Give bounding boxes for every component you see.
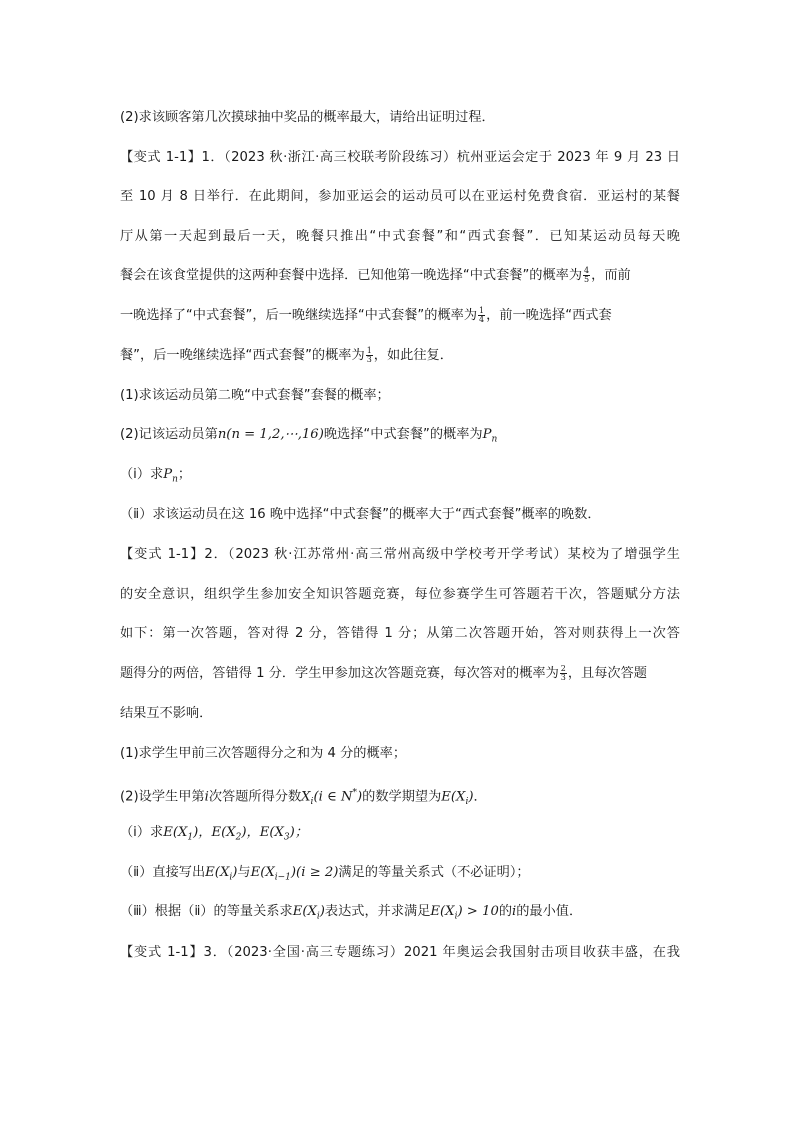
paragraph-line bbox=[120, 186, 680, 208]
text: 如下：第一次答题，答对得 2 分，答错得 1 分；从第二次答题开始，答对则获得上一次答 bbox=[120, 626, 680, 641]
math-variable: P bbox=[482, 427, 492, 442]
math-variable: X bbox=[301, 789, 311, 805]
numerator: 1 bbox=[366, 345, 372, 355]
text: (1)求该运动员第二晚“中式套餐”套餐的概率； bbox=[120, 388, 390, 403]
text: 一晚选择了“中式套餐”，后一晚继续选择“中式套餐”的概率为 bbox=[120, 308, 478, 323]
math-expression: (i ∈ N bbox=[313, 789, 353, 805]
question-part-1 bbox=[120, 385, 680, 407]
numerator: 4 bbox=[584, 265, 590, 275]
math-expression: )，E(X bbox=[241, 825, 284, 840]
text: 的数学期望为 bbox=[362, 789, 442, 805]
text: ，而前 bbox=[591, 268, 631, 283]
math-subscript: 2 bbox=[235, 832, 242, 843]
text: （ⅱ）求该运动员在这 16 晚中选择“中式套餐”的概率大于“西式套餐”概率的晚数． bbox=[120, 507, 601, 522]
math-subscript: i bbox=[465, 797, 469, 808]
text: 晚选择“中式套餐”的概率为 bbox=[323, 427, 483, 442]
text: 【变式 1-1】3．（2023·全国·高三专题练习）2021 年奥运会我国射击项目收获丰盛，在我 bbox=[120, 945, 680, 960]
denominator: 4 bbox=[479, 314, 485, 324]
math-variable: i bbox=[204, 789, 209, 805]
math-expression: )，E(X bbox=[193, 825, 236, 840]
math-expression: ) > 10 bbox=[457, 904, 499, 919]
text: 的最小值． bbox=[516, 904, 583, 919]
text: ． bbox=[473, 789, 487, 805]
text: 题得分的两倍，答错得 1 分．学生甲参加这次答题竞赛，每次答对的概率为 bbox=[120, 666, 559, 681]
math-subscript: i bbox=[229, 872, 233, 883]
text: （ⅰ）求 bbox=[120, 467, 164, 482]
text: 次答题所得分数 bbox=[208, 789, 302, 805]
math-expression: ) bbox=[232, 865, 238, 880]
text: （ⅱ）直接写出 bbox=[120, 865, 206, 880]
question-part-2 bbox=[120, 107, 680, 129]
math-subscript: n bbox=[172, 474, 178, 485]
variant-1-header bbox=[120, 147, 680, 169]
paragraph-line bbox=[120, 663, 680, 685]
math-subscript: 1 bbox=[187, 832, 194, 843]
question-part-2 bbox=[120, 424, 680, 451]
paragraph-line bbox=[120, 584, 680, 606]
numerator: 2 bbox=[560, 663, 566, 673]
math-expression: )(i ≥ 2) bbox=[290, 865, 339, 880]
text: （ⅰ）求 bbox=[120, 825, 164, 840]
math-expression: E(X bbox=[250, 865, 275, 880]
math-superscript: * bbox=[352, 788, 357, 798]
math-variable: i bbox=[512, 904, 517, 919]
paragraph-line bbox=[120, 305, 680, 327]
question-part-1 bbox=[120, 743, 680, 765]
math-expression: E(X bbox=[441, 789, 466, 805]
text: 【变式 1-1】1．（2023 秋·浙江·高三校联考阶段练习）杭州亚运会定于 2023 年 9 月 23 日 bbox=[120, 150, 680, 165]
math-subscript: i bbox=[316, 911, 320, 922]
math-expression: E(X bbox=[430, 904, 455, 919]
text: (1)求学生甲前三次答题得分之和为 4 分的概率； bbox=[120, 746, 407, 761]
math-subscript: i bbox=[310, 797, 314, 808]
question-part-2 bbox=[120, 782, 680, 813]
fraction-one-quarter bbox=[478, 307, 485, 324]
denominator: 5 bbox=[584, 274, 590, 284]
math-subscript: n bbox=[491, 434, 498, 445]
math-subscript: i−1 bbox=[274, 872, 291, 883]
math-expression: n(n = 1,2,⋯,16) bbox=[217, 427, 324, 442]
text: 的 bbox=[498, 904, 513, 919]
math-expression: ) bbox=[357, 789, 363, 805]
numerator: 1 bbox=[479, 305, 485, 315]
text: ； bbox=[177, 467, 192, 482]
text: 餐”，后一晚继续选择“西式套餐”的概率为 bbox=[120, 348, 365, 363]
text: 结果互不影响． bbox=[120, 706, 213, 721]
text: ，且每次答题 bbox=[567, 666, 647, 681]
fraction-two-thirds bbox=[560, 665, 567, 682]
text: （ⅲ）根据（ⅱ）的等量关系求 bbox=[120, 904, 293, 919]
sub-question-i bbox=[120, 464, 680, 491]
fraction-four-fifths bbox=[583, 267, 590, 284]
math-expression: E(X bbox=[205, 865, 230, 880]
math-expression: )； bbox=[289, 825, 308, 840]
denominator: 3 bbox=[366, 354, 372, 364]
denominator: 3 bbox=[560, 672, 566, 682]
sub-question-ii bbox=[120, 862, 680, 889]
math-subscript: 3 bbox=[283, 832, 290, 843]
text: 表达式，并求满足 bbox=[324, 904, 431, 919]
math-subscript: i bbox=[454, 911, 458, 922]
math-variable: P bbox=[163, 467, 173, 482]
text: 满足的等量关系式（不必证明）； bbox=[338, 865, 530, 880]
math-expression: E(X bbox=[292, 904, 317, 919]
text: 【变式 1-1】2．（2023 秋·江苏常州·高三常州高级中学校考开学考试）某校为了增强学生 bbox=[120, 547, 680, 562]
text: 与 bbox=[237, 865, 251, 880]
math-expression: ) bbox=[468, 789, 474, 805]
text: ，如此往复． bbox=[373, 348, 453, 363]
paragraph-line bbox=[120, 623, 680, 645]
text: (2)求该顾客第几次摸球抽中奖品的概率最大，请给出证明过程． bbox=[120, 110, 495, 125]
paragraph-line bbox=[120, 226, 680, 248]
fraction-one-third bbox=[366, 347, 373, 364]
paragraph-line bbox=[120, 265, 680, 287]
text: (2)记该运动员第 bbox=[120, 427, 218, 442]
sub-question-ii bbox=[120, 504, 680, 526]
text: ，前一晚选择“西式套 bbox=[486, 308, 612, 323]
sub-question-i bbox=[120, 822, 680, 849]
text: (2)设学生甲第 bbox=[120, 789, 205, 805]
sub-question-iii bbox=[120, 901, 680, 928]
text: 厅从第一天起到最后一天，晚餐只推出“中式套餐”和“西式套餐”．已知某运动员每天晚 bbox=[120, 229, 680, 244]
text: 至 10 月 8 日举行．在此期间，参加亚运会的运动员可以在亚运村免费食宿．亚运村的某餐 bbox=[120, 189, 680, 204]
text: 餐会在该食堂提供的这两种套餐中选择．已知他第一晚选择“中式套餐”的概率为 bbox=[120, 268, 583, 283]
variant-2-header bbox=[120, 544, 680, 566]
variant-3-header bbox=[120, 942, 680, 964]
math-expression: E(X bbox=[163, 825, 188, 840]
math-expression: ) bbox=[319, 904, 325, 919]
text: 的安全意识，组织学生参加安全知识答题竞赛，每位参赛学生可答题若干次，答题赋分方法 bbox=[120, 587, 680, 602]
paragraph-line bbox=[120, 345, 680, 367]
paragraph-line bbox=[120, 703, 680, 725]
